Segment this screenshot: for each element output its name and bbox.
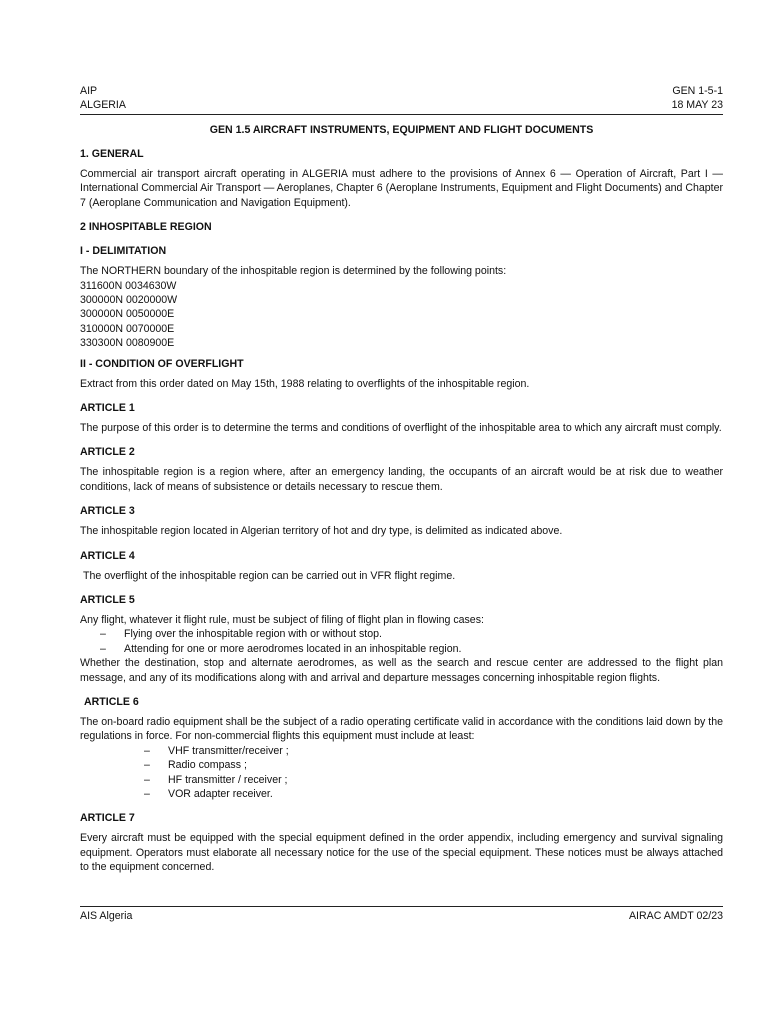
article-5-intro: Any flight, whatever it flight rule, must be subject of filing of flight plan in flowing cases: [80,614,484,627]
boundary-point: 300000N 0050000E [80,308,175,321]
header-country: ALGERIA [80,99,126,111]
footer-row [80,909,723,923]
document-page [80,84,723,875]
overflight-heading: II - CONDITION OF OVERFLIGHT [80,357,244,370]
list-item-text: Attending for one or more aerodromes located in an inhospitable region. [124,642,462,655]
footer-amendment: AIRAC AMDT 02/23 [628,910,723,922]
bullet-dash: – [144,788,150,801]
article-2-text: The inhospitable region is a region where, after an emergency landing, the occupants of an aircraft would be at risk due to weather conditions, lack of means of subsistence or details necessary to rescue them. [80,466,723,493]
boundary-points-list [80,279,723,351]
article-4-heading: ARTICLE 4 [80,549,135,562]
article-5-list-item [80,642,723,656]
list-item-text: Flying over the inhospitable region with or without stop. [124,628,382,641]
delimitation-heading: I - DELIMITATION [80,245,167,258]
bullet-dash: – [100,642,106,655]
header-aip: AIP [80,85,98,97]
header-date: 18 MAY 23 [671,99,723,111]
footer-rule [80,906,723,907]
bullet-dash: – [144,773,150,786]
boundary-point: 310000N 0070000E [80,322,175,335]
overflight-text: Extract from this order dated on May 15th, 1988 relating to overflights of the inhospitable region. [80,377,530,390]
article-3-text: The inhospitable region located in Algerian territory of hot and dry type, is delimited as indicated above. [80,525,563,538]
article-6-list-item [80,773,723,787]
list-item-text: Radio compass ; [168,759,247,772]
page-footer [80,906,723,923]
bullet-dash: – [144,744,150,757]
page-header [80,84,723,112]
article-3-heading: ARTICLE 3 [80,505,135,518]
header-left [80,84,126,112]
header-rule [80,114,723,115]
article-2-heading: ARTICLE 2 [80,446,135,459]
article-6-list-item [80,744,723,758]
boundary-point: 330300N 0080900E [80,337,175,350]
article-5-heading: ARTICLE 5 [80,594,135,607]
boundary-point: 300000N 0020000W [80,294,178,307]
header-page-ref: GEN 1-5-1 [672,85,723,97]
bullet-dash: – [144,759,150,772]
list-item-text: VHF transmitter/receiver ; [168,744,289,757]
section-inhospitable-heading: 2 INHOSPITABLE REGION [80,221,212,234]
article-5-list-item [80,627,723,641]
header-right [672,84,723,112]
list-item-text: VOR adapter receiver. [168,788,273,801]
footer-publisher: AIS Algeria [80,910,133,922]
article-5-text: Whether the destination, stop and alternate aerodromes, as well as the search and rescue center are addressed to the flight plan message, and any of its modifications along with and arrival and departure messages concerning inhospitable region flights. [80,657,723,684]
article-7-text: Every aircraft must be equipped with the special equipment defined in the order appendix, including emergency and survival signaling equipment. Operators must elaborate all necessary notice for the use of the special equipment. These notices must be always attached to the equipment concerned. [80,832,723,874]
section-general-text: Commercial air transport aircraft operating in ALGERIA must adhere to the provisions of Annex 6 — Operation of Aircraft, Part I — International Commercial Air Transport — Aeroplanes, Chapter 6 (Aeroplane Instruments, Equipment and Flight Documents) and Chapter 7 (Aeroplane Communication and Navigation Equipment). [80,168,724,209]
article-1-heading: ARTICLE 1 [80,401,135,414]
article-6-list-item [80,787,723,801]
article-7-heading: ARTICLE 7 [80,812,135,825]
article-4-text: The overflight of the inhospitable region can be carried out in VFR flight regime. [83,569,456,582]
article-6-heading: ARTICLE 6 [84,696,139,709]
article-6-list-item [80,758,723,772]
document-title: GEN 1.5 AIRCRAFT INSTRUMENTS, EQUIPMENT AND FLIGHT DOCUMENTS [209,124,594,136]
boundary-point: 311600N 0034630W [80,279,177,292]
bullet-dash: – [100,628,106,641]
list-item-text: HF transmitter / receiver ; [168,773,288,786]
article-6-text: The on-board radio equipment shall be the subject of a radio operating certificate valid in accordance with the conditions laid down by the regulations in force. For non-commercial flights this equipment must include at least: [80,716,723,743]
section-general-heading: 1. GENERAL [80,148,144,160]
delimitation-text: The NORTHERN boundary of the inhospitable region is determined by the following points: [80,265,507,278]
article-1-text: The purpose of this order is to determine the terms and conditions of overflight of the inhospitable area to which any aircraft must comply. [80,421,722,434]
